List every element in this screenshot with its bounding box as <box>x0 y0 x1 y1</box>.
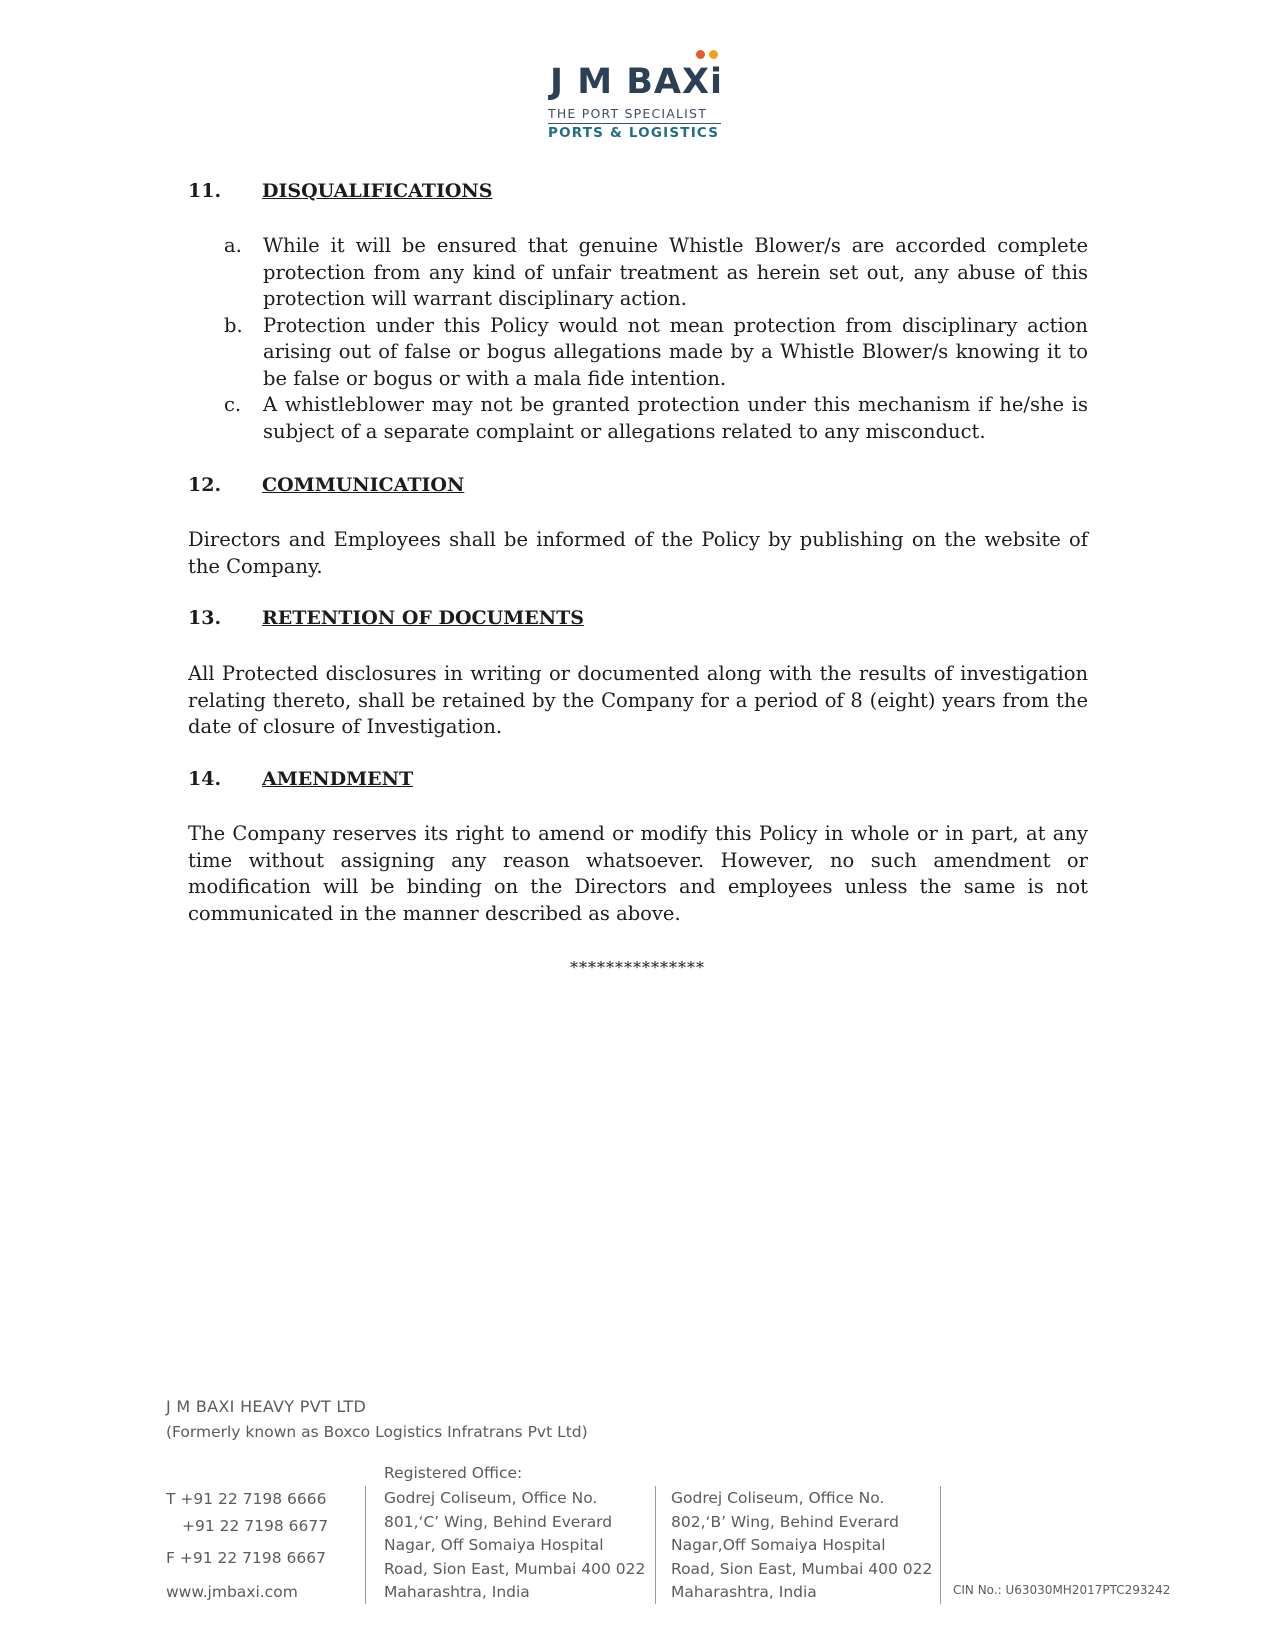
section-number: 14. <box>188 768 222 790</box>
footer-address-2 <box>671 1487 932 1605</box>
address-line: Nagar, Off Somaiya Hospital <box>384 1536 604 1554</box>
footer-company-name: J M BAXI HEAVY PVT LTD <box>166 1397 367 1416</box>
logo-divider <box>548 123 721 124</box>
list-item <box>188 392 1088 445</box>
list-item-text: While it will be ensured that genuine Whistle Blower/s are accorded complete protection from any kind of unfair treatment as herein set out, any abuse of this protection will warrant disciplinary action. <box>263 234 1088 310</box>
footer-divider <box>365 1486 366 1604</box>
footer-divider <box>940 1486 941 1604</box>
footer-divider <box>655 1486 656 1604</box>
logo-tagline: THE PORT SPECIALIST <box>548 106 708 121</box>
footer-phone-2: +91 22 7198 6677 <box>182 1517 329 1535</box>
address-line: Road, Sion East, Mumbai 400 022 <box>671 1559 933 1578</box>
section-number: 11. <box>188 180 222 202</box>
logo-wordmark: J M BAXi <box>550 62 723 102</box>
address-line: 801,‘C’ Wing, Behind Everard <box>384 1512 613 1531</box>
logo-dot-orange <box>696 50 705 59</box>
section-number: 13. <box>188 607 222 629</box>
section-title: AMENDMENT <box>262 768 414 790</box>
address-line: Godrej Coliseum, Office No. <box>671 1489 885 1507</box>
section-title: COMMUNICATION <box>262 474 465 496</box>
retention-paragraph: All Protected disclosures in writing or documented along with the results of investigation relating thereto, shall be retained by the Company for a period of 8 (eight) years from the date of closure of Investigation. <box>188 662 1088 738</box>
footer-formerly-known: (Formerly known as Boxco Logistics Infratrans Pvt Ltd) <box>166 1423 588 1441</box>
company-logo <box>546 46 726 146</box>
section-title: RETENTION OF DOCUMENTS <box>262 607 584 629</box>
address-line: Road, Sion East, Mumbai 400 022 <box>384 1559 646 1578</box>
footer-address-1 <box>384 1487 645 1605</box>
footer-website[interactable]: www.jmbaxi.com <box>166 1583 298 1601</box>
address-line: Maharashtra, India <box>384 1583 530 1601</box>
footer-fax: F +91 22 7198 6667 <box>166 1549 326 1567</box>
address-line: Maharashtra, India <box>671 1583 817 1601</box>
section-title: DISQUALIFICATIONS <box>262 180 493 202</box>
list-item <box>188 233 1088 313</box>
communication-paragraph: Directors and Employees shall be informed of the Policy by publishing on the website of the Company. <box>188 528 1088 578</box>
logo-dot-amber <box>709 50 718 59</box>
footer-phone-1: T +91 22 7198 6666 <box>166 1490 327 1508</box>
amendment-paragraph: The Company reserves its right to amend or modify this Policy in whole or in part, at any time without assigning any reason whatsoever. However, no such amendment or modification will be binding on the Directors and employees unless the same is not communicated in the manner described as above. <box>188 822 1088 925</box>
list-item-text: Protection under this Policy would not mean protection from disciplinary action arising out of false or bogus allegations made by a Whistle Blower/s knowing it to be false or bogus or with a mala fide intention. <box>263 313 1088 390</box>
section-number: 12. <box>188 474 222 496</box>
address-line: Nagar,Off Somaiya Hospital <box>671 1536 886 1554</box>
list-item-text: A whistleblower may not be granted protection under this mechanism if he/she is subject of a separate complaint or allegations related to any misconduct. <box>263 393 1088 443</box>
list-marker: a. <box>224 234 242 257</box>
end-of-document-marker: *************** <box>570 958 705 977</box>
footer-registered-label: Registered Office: <box>384 1464 523 1482</box>
address-line: 802,‘B’ Wing, Behind Everard <box>671 1512 899 1531</box>
list-marker: b. <box>224 313 243 337</box>
list-item <box>188 313 1088 393</box>
logo-subline: PORTS & LOGISTICS <box>548 125 720 141</box>
disqualifications-list <box>188 233 1088 445</box>
address-line: Godrej Coliseum, Office No. <box>384 1489 598 1507</box>
list-marker: c. <box>224 393 242 416</box>
footer-cin-number: CIN No.: U63030MH2017PTC293242 <box>953 1583 1171 1597</box>
